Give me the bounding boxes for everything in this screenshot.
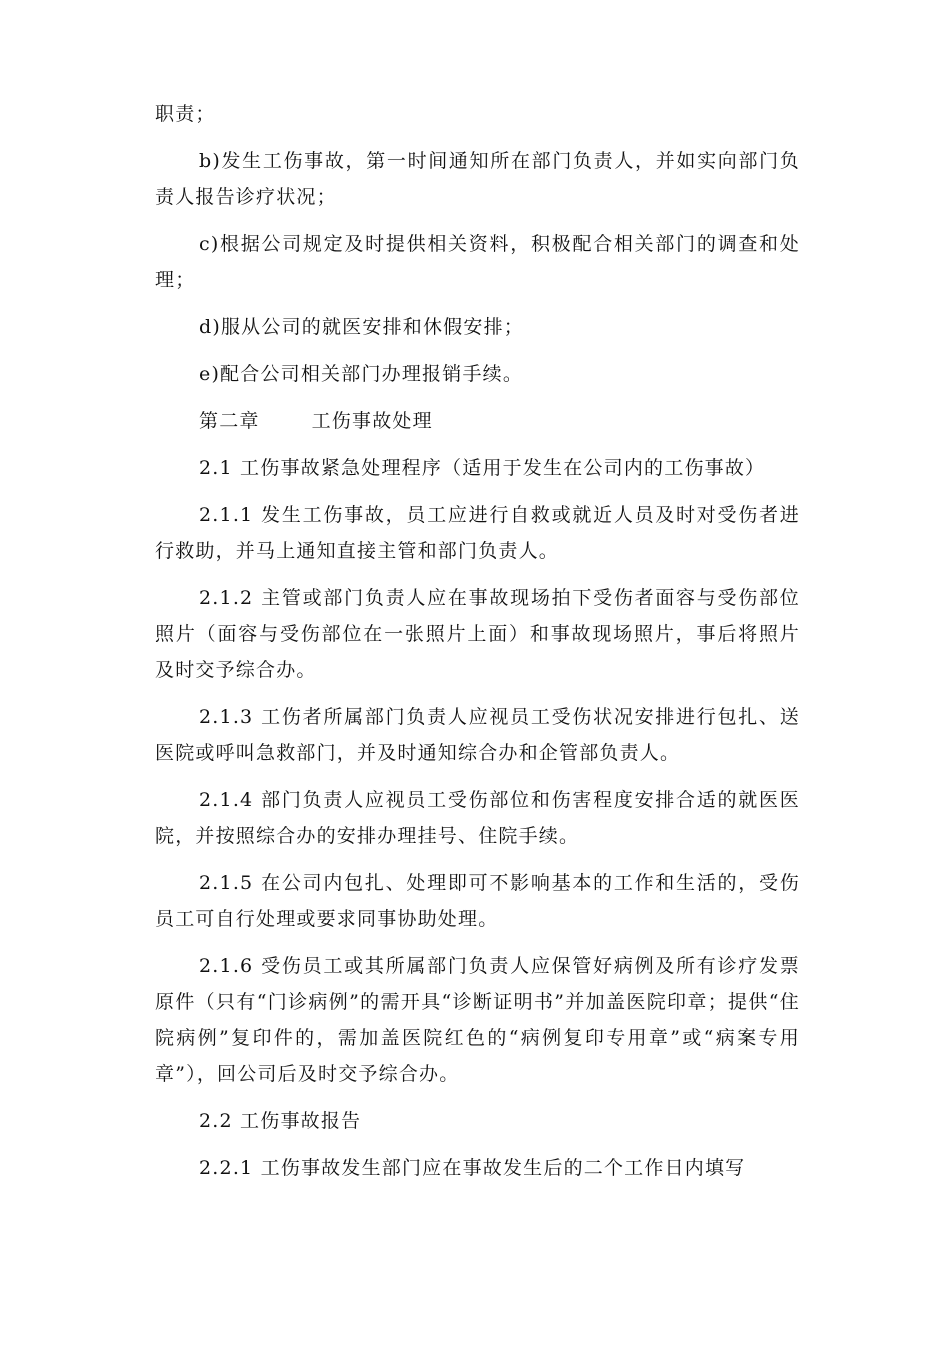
paragraph-2-2-1: 2.2.1 工伤事故发生部门应在事故发生后的二个工作日内填写 — [199, 1157, 746, 1179]
paragraph-2-1-2: 2.1.2 主管或部门负责人应在事故现场拍下受伤者面容与受伤部位照片（面容与受伤部位在一张照片上面）和事故现场照片，事后将照片及时交予综合办。 — [155, 587, 800, 681]
paragraph-2-1-3: 2.1.3 工伤者所属部门负责人应视员工受伤状况安排进行包扎、送医院或呼叫急救部门，并及时通知综合办和企管部负责人。 — [155, 706, 800, 764]
paragraph-responsibilities-end: 职责； — [155, 103, 216, 125]
chapter-title: 工伤事故处理 — [311, 410, 433, 432]
paragraph-item-c: c)根据公司规定及时提供相关资料，积极配合相关部门的调查和处理； — [155, 233, 800, 291]
document-body — [155, 96, 800, 1197]
paragraph-2-1-1: 2.1.1 发生工伤事故，员工应进行自救或就近人员及时对受伤者进行救助，并马上通知直接主管和部门负责人。 — [155, 504, 800, 562]
chapter-heading — [155, 403, 800, 439]
chapter-number: 第二章 — [199, 410, 260, 432]
section-2-1-heading: 2.1 工伤事故紧急处理程序（适用于发生在公司内的工伤事故） — [199, 457, 766, 479]
section-2-2-heading: 2.2 工伤事故报告 — [199, 1110, 362, 1132]
paragraph-2-1-4: 2.1.4 部门负责人应视员工受伤部位和伤害程度安排合适的就医医院，并按照综合办的安排办理挂号、住院手续。 — [155, 789, 800, 847]
paragraph-2-1-6: 2.1.6 受伤员工或其所属部门负责人应保管好病例及所有诊疗发票原件（只有“门诊病例”的需开具“诊断证明书”并加盖医院印章；提供“住院病例”复印件的，需加盖医院红色的“病例复印专用章”或“病案专用章”），回公司后及时交予综合办。 — [155, 955, 800, 1085]
paragraph-2-1-5: 2.1.5 在公司内包扎、处理即可不影响基本的工作和生活的，受伤员工可自行处理或要求同事协助处理。 — [155, 872, 800, 930]
paragraph-item-b: b)发生工伤事故，第一时间通知所在部门负责人，并如实向部门负责人报告诊疗状况； — [155, 150, 800, 208]
paragraph-item-e: e)配合公司相关部门办理报销手续。 — [199, 363, 524, 385]
paragraph-item-d: d)服从公司的就医安排和休假安排； — [199, 316, 524, 338]
